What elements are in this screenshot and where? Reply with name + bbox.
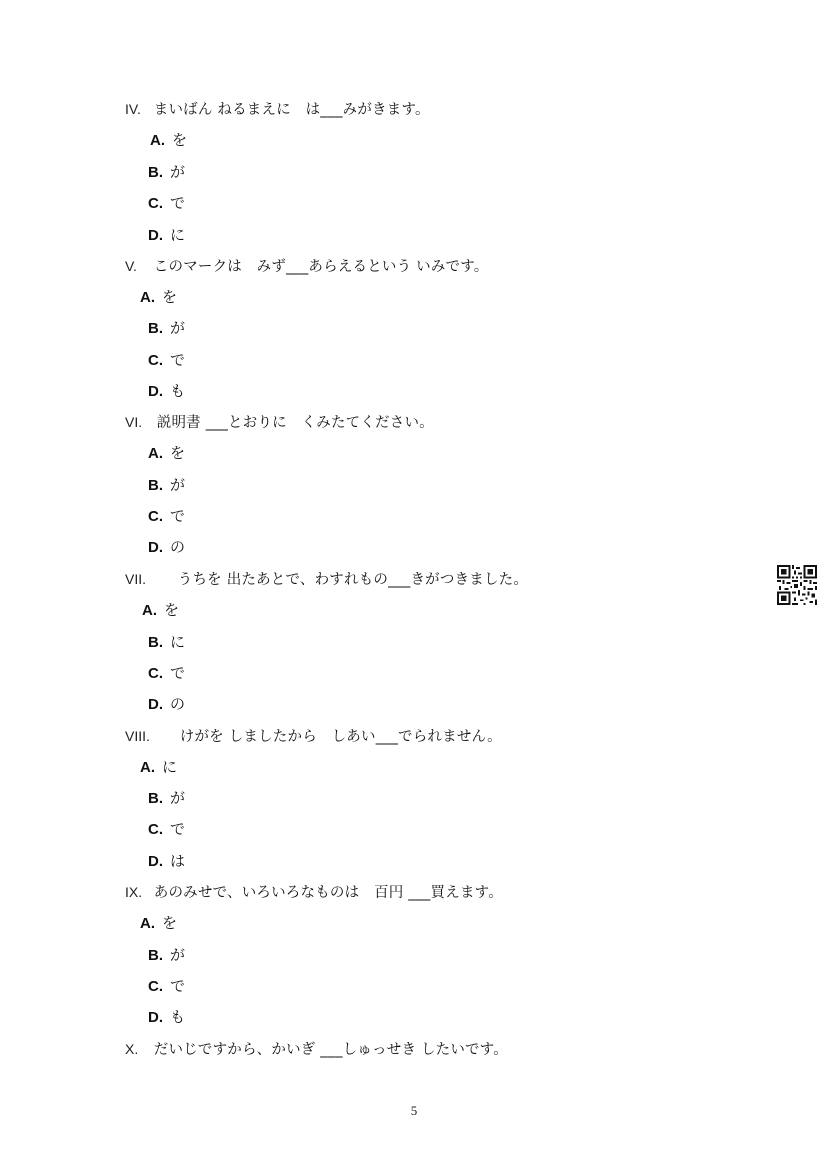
option-c [148, 504, 185, 528]
question-iv [125, 97, 430, 121]
option-b [148, 316, 185, 340]
question-number: IX. [125, 884, 143, 900]
question-number: X. [125, 1041, 139, 1057]
option-text: が [170, 476, 186, 494]
option-letter: B. [148, 477, 163, 494]
option-text: で [170, 194, 186, 212]
option-a [150, 128, 187, 152]
option-letter: A. [140, 915, 155, 932]
question-text: あのみせで、いろいろなものは 百円 ___買えます。 [153, 885, 503, 901]
option-letter: A. [142, 602, 157, 619]
question-number: IV. [125, 101, 141, 117]
option-d [148, 849, 185, 873]
option-text: も [170, 1008, 186, 1026]
option-a [142, 598, 179, 622]
option-text: の [170, 695, 186, 713]
option-b [148, 630, 185, 654]
option-text: を [162, 288, 178, 306]
option-letter: C. [148, 665, 163, 682]
option-text: を [172, 131, 188, 149]
option-d [148, 692, 185, 716]
option-b [148, 786, 185, 810]
option-a [140, 755, 177, 779]
option-text: も [170, 382, 186, 400]
question-v [125, 254, 488, 278]
option-letter: B. [148, 947, 163, 964]
question-vii [125, 567, 528, 591]
question-text: 説明書 ___とおりに くみたてください。 [156, 415, 434, 431]
option-letter: B. [148, 790, 163, 807]
option-text: で [170, 664, 186, 682]
question-text: このマークは みず___あらえるという いみです。 [153, 259, 489, 275]
option-a [148, 441, 185, 465]
question-number: VI. [125, 414, 143, 430]
option-b [148, 943, 185, 967]
option-d [148, 223, 185, 247]
question-text: だいじですから、かいぎ ___しゅっせき したいです。 [153, 1042, 508, 1058]
option-letter: C. [148, 978, 163, 995]
option-text: が [170, 319, 186, 337]
option-letter: B. [148, 320, 163, 337]
option-letter: A. [140, 759, 155, 776]
option-text: を [162, 914, 178, 932]
option-text: で [170, 820, 186, 838]
option-a [140, 285, 177, 309]
question-text: うちを 出たあとで、わすれもの___きがつきました。 [177, 572, 529, 588]
question-ix [125, 880, 503, 904]
option-text: を [170, 444, 186, 462]
option-text: の [170, 538, 186, 556]
option-letter: C. [148, 508, 163, 525]
option-letter: C. [148, 352, 163, 369]
option-letter: A. [148, 445, 163, 462]
option-c [148, 817, 185, 841]
option-c [148, 974, 185, 998]
option-letter: D. [148, 539, 163, 556]
option-letter: D. [148, 227, 163, 244]
option-text: が [170, 789, 186, 807]
option-b [148, 473, 185, 497]
option-letter: D. [148, 1009, 163, 1026]
option-text: で [170, 351, 186, 369]
option-letter: A. [140, 289, 155, 306]
option-letter: D. [148, 696, 163, 713]
question-number: VIII. [125, 728, 150, 744]
option-text: が [170, 946, 186, 964]
question-viii [125, 724, 502, 748]
question-number: V. [125, 258, 137, 274]
option-d [148, 535, 185, 559]
question-x [125, 1037, 508, 1061]
option-text: に [162, 758, 178, 776]
option-letter: D. [148, 383, 163, 400]
option-letter: B. [148, 634, 163, 651]
option-a [140, 911, 177, 935]
option-text: で [170, 507, 186, 525]
option-letter: C. [148, 821, 163, 838]
option-d [148, 1005, 185, 1029]
option-text: に [170, 226, 186, 244]
option-text: を [164, 601, 180, 619]
option-text: が [170, 163, 186, 181]
option-text: に [170, 633, 186, 651]
option-text: で [170, 977, 186, 995]
option-letter: C. [148, 195, 163, 212]
question-vi [125, 410, 434, 434]
option-c [148, 348, 185, 372]
option-text: は [170, 852, 186, 870]
option-letter: D. [148, 853, 163, 870]
qr-code-icon [777, 565, 817, 605]
option-c [148, 661, 185, 685]
page-number: 5 [410, 1103, 418, 1118]
question-text: まいばん ねるまえに は___みがきます。 [153, 102, 430, 118]
question-number: VII. [125, 571, 147, 587]
option-letter: A. [150, 132, 165, 149]
option-d [148, 379, 185, 403]
option-b [148, 160, 185, 184]
option-letter: B. [148, 164, 163, 181]
question-text: けがを しましたから しあい___でられません。 [179, 729, 502, 745]
option-c [148, 191, 185, 215]
